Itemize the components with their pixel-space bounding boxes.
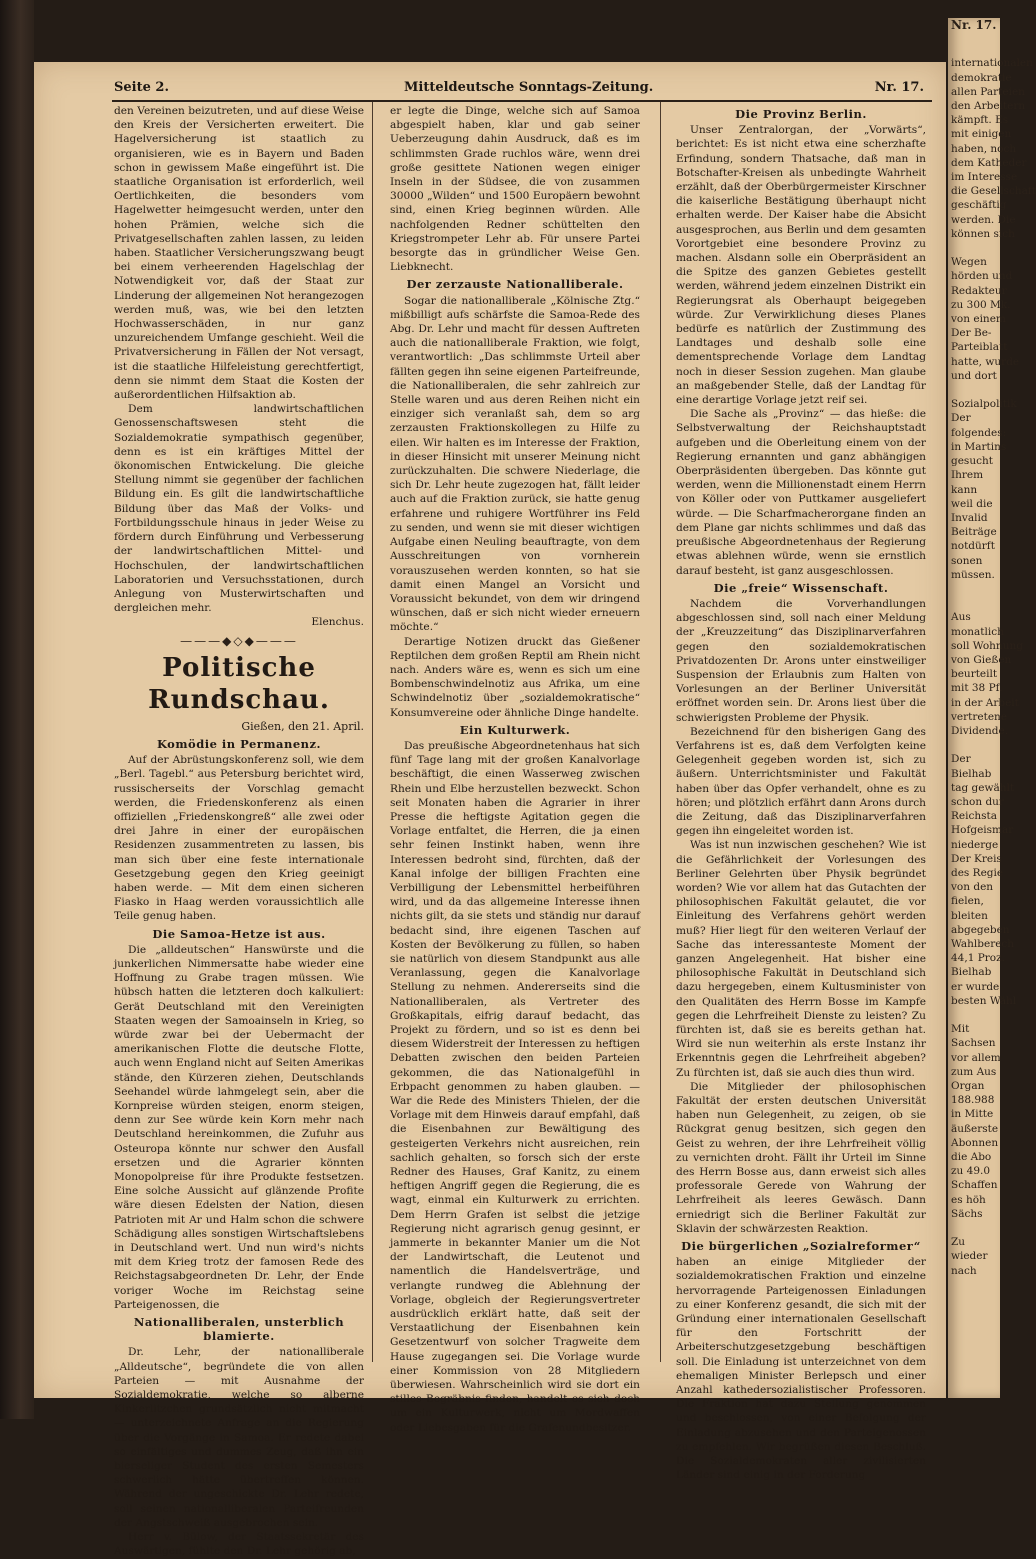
adjacent-page-line: folgendes:	[951, 426, 1007, 439]
adjacent-page-line: notdürft	[951, 540, 995, 553]
adjacent-page-line: Wegen	[951, 256, 987, 269]
adjacent-page-line: fielen,	[951, 895, 984, 908]
adjacent-page-line: Sächs	[951, 1207, 983, 1220]
paragraph: Dr. Lehr, der nationalliberale „Alldeutsche“, begründete die von allen Parteien — mit Ausnahme der Sozialdemokratie, welche so alberne Kinkerlitzchen grundsätzlich nicht mitmacht — unterzeichnete Anfrage an die Regierung über die Vorgänge in Samoa. Er redete dabei so einfältiges und dummes Zeug, daß ihn ein bierseliger Student des ersten Semesters schwerlich hätte übertreffen können. Während der ungeschickte Dr. Lehr redete, soll seinen nationalliberalen Parteifreunden der Angstschweiß ausgebrochen sein.	[114, 1346, 364, 1529]
paragraph: Die Mitglieder der philosophischen Fakultät der ersten deutschen Universität haben nun Gelegenheit, zu zeigen, ob sie Rückgrat genug besitzen, sich gegen den Geist zu wehren, der ihre Lehrfreiheit völlig zu vernichten droht. Fällt ihr Urteil im Sinne des Herrn Bosse aus, dann erweist sich alles professorale Gerede von Wahrung der Lehrfreiheit als leeres Gewäsch. Dann erniedrigt sich die Berliner Fakultät zur Sklavin der schwärzesten Reaktion.	[676, 1080, 926, 1235]
header-rule	[112, 100, 932, 102]
paragraph: Sogar die nationalliberale „Kölnische Ztg.“ mißbilligt aufs schärfste die Samoa-Rede des Abg. Dr. Lehr und macht für dessen Auftreten auch die nationalliberale Fraktion, wie folgt, verantwortlich: „Das schlimmste Urteil aber fällten gegen ihn seine eigenen Parteifreunde, die Nationalliberalen, die sehr zahlreich zur Stelle waren und aus deren Reihen nicht ein einziger sich veranlaßt sah, dem so arg zerzausten Fraktionskollegen zu Hilfe zu eilen. Wir halten es im Interesse der Fraktion, in dieser Hinsicht mit unserer Meinung nicht zurückzuhalten. Die schwere Niederlage, die sich Dr. Lehr heute zugezogen hat, fällt leider auch auf die Fraktion zurück, sie hatte genug erfahrene und ruhigere Wortführer ins Feld zu senden, und wenn sie mit dieser wichtigen Aufgabe einen Neuling beauftragte, von dem Ausschreitungen von vornherein vorauszusehen werden konnten, so hat sie damit einen Mangel an Vorsicht und Voraussicht bekundet, von dem wir dringend wünschen, daß er sich nicht wieder erneuern möchte.“	[390, 294, 640, 634]
article-heading: Die bürgerlichen „Sozialreformer“	[681, 1239, 921, 1254]
book-spine	[0, 0, 34, 1419]
column-divider	[372, 102, 373, 1362]
adjacent-page-line: Zu	[951, 1236, 966, 1249]
adjacent-page-line: müssen.	[951, 568, 995, 581]
paragraph: Das preußische Abgeordnetenhaus hat sich fünf Tage lang mit der großen Kanalvorlage beschäftigt, die einen Wasserweg zwischen Rhein und Elbe herzustellen bezweckt. Schon seit Monaten haben die Agrarier in ihrer Presse die heftigste Agitation gegen die Vorlage entfaltet, die Herren, die ja einen sehr feinen Instinkt haben, wenn ihre Interessen bedroht sind, fürchten, daß der Kanal infolge der billigen Frachten eine Verbilligung der Lebensmittel herbeiführen wird, und da das allgemeine Interesse ihnen nichts gilt, da sie stets und ständig nur darauf bedacht sind, ihre eigenen Taschen auf Kosten der Bevölkerung zu füllen, so haben sie natürlich von diesem Standpunkt aus alle Veranlassung, gegen die Kanalvorlage Stellung zu nehmen. Andererseits sind die Nationalliberalen, als Vertreter des Großkapitals, eifrig darauf bedacht, das Projekt zu fördern, und so ist es denn bei diesem Widerstreit der Interessen zu heftigen Debatten zwischen den beiden Parteien gekommen, die das Nationalgefühl in Erbpacht genommen zu haben glauben. — War die Rede des Ministers Thielen, der die Vorlage mit dem Hinweis darauf empfahl, daß die Eisenbahnen zur Bewältigung des gesteigerten Verkehrs nicht ausreichen, rein sachlich gehalten, so forsch sich der erste Redner des Hauses, Graf Kanitz, zu einem heftigen Angriff gegen die Regierung, die es wagt, einmal ein Kulturwerk zu errichten. Dem Herrn Grafen ist selbst die jetzige Regierung nicht agrarisch genug gesinnt, er jammerte in bekannter Manier um die Not der Landwirtschaft, die Leutenot und namentlich die Handelsverträge, und verlangte rundweg die Ablehnung der Vorlage, obgleich der Regierungsvertreter ausdrücklich erklärt hatte, daß seit der Verstaatlichung der Eisenbahnen kein Gesetzentwurf von solcher Tragweite dem Hause zugegangen sei. Die Vorlage wurde einer Kommission von 28 Mitgliedern überwiesen. Wahrscheinlich wird sie dort ein stilles Begräbnis finden, handelt es sich doch um ein Kulturwerk, nicht um Mordwaffen oder Liebesgaben für die Grafenundbesitzer.	[390, 739, 640, 1434]
adjacent-page-line: Parteiblatt	[951, 341, 1008, 354]
adjacent-page-line: hatte, wurde	[951, 355, 1020, 368]
adjacent-page-line	[948, 241, 1000, 255]
adjacent-page-line: von Gießen	[951, 653, 1012, 666]
adjacent-page-line: Bielhab	[951, 767, 992, 780]
adjacent-page-line: abgegeben	[951, 923, 1010, 936]
adjacent-page-line: zu 300 Mk.	[951, 298, 1011, 311]
adjacent-page-line: sonen	[951, 554, 983, 567]
adjacent-page-line: Der Be-	[951, 327, 992, 340]
article-heading: Ein Kulturwerk.	[459, 722, 571, 737]
adjacent-page-line: Der Kreis	[951, 852, 1002, 865]
adjacent-page-line: kann	[951, 483, 978, 496]
article-heading: Komödie in Permanenz.	[156, 736, 322, 751]
signature: Elenchus.	[311, 616, 364, 629]
article-heading: Die Provinz Berlin.	[735, 107, 867, 121]
adjacent-page-line: 188.988	[951, 1094, 995, 1107]
adjacent-page-line	[948, 738, 1000, 752]
paragraph: Derartige Notizen druckt das Gießener Reptilchen dem großen Reptil am Rhein nicht nach. Anders wäre es, wenn es sich um eine Bombenschwindelnotiz aus Afrika, um eine Schwindelnotiz über „sozialdemokratische“ Konsumvereine oder ähnliche Dinge handelte.	[390, 635, 640, 719]
adjacent-page-line: von den	[951, 881, 994, 894]
adjacent-page-line: schon dur	[951, 795, 1004, 808]
paragraph: Was ist nun inzwischen geschehen? Wie ist die Gefährlichkeit der Vorlesungen des Berliner Gelehrten über Physik begründet worden? Wie vor allem hat das Gutachten der philosophischen Fakultät gelautet, die vor Einleitung des Verfahrens gehört werden muß? Hier liegt für den weiteren Verlauf der Sache das interessanteste Moment der ganzen Angelegenheit. Hat bisher eine philosophische Fakultät in Deutschland sich dazu hergegeben, einem Kultusminister von den Qualitäten des Herrn Bosse im Kampfe gegen die Lehrfreiheit Dienste zu leisten? Zu fürchten ist, daß sie es bereits gethan hat. Wird sie nun weiterhin als erste Instanz ihr Erkenntnis gegen die Lehrfreiheit abgeben? Zu fürchten ist, daß sie auch dies thun wird.	[676, 839, 926, 1079]
adjacent-page-line: Nr. 17.	[951, 18, 997, 32]
adjacent-page-line	[948, 582, 1000, 596]
adjacent-page-line: Redakteur	[951, 284, 1007, 297]
dateline: Gießen, den 21. April.	[241, 719, 364, 733]
article-heading: Die Samoa-Hetze ist aus.	[152, 926, 326, 941]
paragraph: er legte die Dinge, welche sich auf Samoa abgespielt haben, klar und gab seiner Ueberzeugung dahin Ausdruck, daß es im schlimmsten Grade ruchlos wäre, wenn drei große gesittete Nationen wegen einiger Inseln in der Südsee, die von zusammen 30000 „Wilden“ und 1500 Europäern bewohnt sind, einen Krieg beginnen würden. Alle nachfolgenden Redner schüttelten den Kriegstrompeter Lehr ab. Für unsere Partei besorgte das in gründlicher Weise Gen. Liebknecht.	[390, 105, 640, 274]
adjacent-page-line: Schaffen	[951, 1179, 998, 1192]
adjacent-page-line: Reichsta	[951, 810, 997, 823]
paragraph: haben an einige Mitglieder der sozialdemokratischen Fraktion und einzelne hervorragende Parteigenossen Einladungen zu einer Konferenz gesandt, die sich mit der Gründung einer internationalen Gesellschaft für den Fortschritt der Arbeiterschutzgesetzgebung beschäftigen soll. Die Einladung ist unterzeichnet von dem ehemaligen Minister Berlepsch und einer Anzahl kathedersozialistischer Professoren. Die Fraktion hat dazu Stellung genommen und beschlossen, von einer Befolgung der Einladung abzusehen und den Parteigenossen zu empfehlen. Wir begrüßen diesen Beschluß. Die Sozialdemokraten aller zivilisierten Länder sind einig in der Forderung	[676, 1256, 926, 1482]
adjacent-page-edge	[948, 18, 1036, 1398]
article-heading: Der zerzauste Nationalliberale.	[406, 277, 624, 292]
adjacent-page-line: werden. Die	[951, 213, 1016, 226]
adjacent-page-line: niederge	[951, 838, 999, 851]
adjacent-page-line: mit einigen	[951, 128, 1012, 141]
adjacent-page-line: geschäftig	[951, 199, 1007, 212]
adjacent-page-line: im Interesse	[951, 171, 1018, 184]
adjacent-page-line: Beiträge	[951, 526, 997, 539]
paragraph: Unser Zentralorgan, der „Vorwärts“, berichtet: Es ist nicht etwa eine scherzhafte Erfindung, sondern Thatsache, daß man in Botschafter-Kreisen als unbedingte Wahrheit erzählt, daß der Oberbürgermeister Kirschner die kaiserliche Bestätigung überhaupt nicht erhalten werde. Der Kaiser habe die Absicht ausgesprochen, aus Berlin und dem gesamten Vorortgebiet eine besondere Provinz zu machen. Alsdann solle ein Oberpräsident an die Spitze des ganzen Gebietes gestellt werden, während jedem einzelnen Distrikt ein Regierungsrat als Oberhaupt beigegeben würde. Zur Verwirklichung dieses Planes bedürfe es natürlich der Zustimmung des Landtages und deshalb solle eine dementsprechende Vorlage dem Landtag noch in dieser Session zugehen. Man glaube an maßgebender Stelle, daß der Landtag für eine derartige Vorlage jetzt reif sei.	[676, 124, 926, 407]
section-title: Politische Rundschau.	[148, 652, 330, 715]
adjacent-page-line	[948, 1008, 1000, 1022]
adjacent-page-line: Aus	[951, 611, 971, 624]
adjacent-page-line: und dort	[951, 369, 997, 382]
adjacent-page-line: dem Katheder	[951, 156, 1027, 169]
adjacent-page-line: kämpft. Es	[951, 114, 1009, 127]
adjacent-page-line: vertretene	[951, 710, 1008, 723]
newspaper-page	[34, 62, 946, 1558]
paper-title: Mitteldeutsche Sonntags-Zeitung.	[404, 80, 654, 95]
paragraph: Herr v. Bülow, der Staatssekretär des Auswärtigen, fühlte den Dr. Lehr gehörig ab,	[114, 1531, 364, 1558]
adjacent-page-line: zu 49.0	[951, 1165, 991, 1178]
adjacent-page-line: weil die	[951, 497, 993, 510]
adjacent-page-line: 44,1 Proz.	[951, 952, 1005, 965]
column-1	[114, 104, 364, 1558]
adjacent-page-line: allen Parteien	[951, 85, 1025, 98]
adjacent-page-line: des Regie	[951, 866, 1004, 879]
adjacent-page-line: internationalen	[951, 57, 1033, 70]
adjacent-page-line: Hofgeismar	[951, 824, 1014, 837]
adjacent-page-line: in der Arbeit	[951, 696, 1019, 709]
column-divider	[660, 102, 661, 1362]
adjacent-page-line: nach	[951, 1264, 977, 1277]
adjacent-page-line: Organ	[951, 1080, 985, 1093]
adjacent-page-line: er wurde	[951, 980, 1000, 993]
adjacent-page-line: von einem	[951, 313, 1006, 326]
adjacent-page-line: Abonnen	[951, 1136, 999, 1149]
adjacent-page-line: den Arbeitern	[951, 100, 1026, 113]
issue-number: Nr. 17.	[874, 80, 924, 95]
adjacent-page-line: mit 38 Pf.	[951, 682, 1003, 695]
adjacent-page-line: Bielhab	[951, 966, 992, 979]
paragraph: Bezeichnend für den bisherigen Gang des Verfahrens ist es, daß dem Verfolgten keine Gelegenheit gegeben worden ist, sich zu äußern. Unterrichtsminister und Fakultät haben über das Opfer verhandelt, ohne es zu hören; und plötzlich erfährt dann Arons durch die Zeitung, daß das Disziplinarverfahren gegen ihn eingeleitet worden ist.	[676, 725, 926, 838]
adjacent-page-line: vor allem	[951, 1051, 1001, 1064]
column-2	[390, 104, 640, 1434]
adjacent-page-line: demokratie	[951, 71, 1012, 84]
adjacent-page-line: können sich	[951, 227, 1015, 240]
adjacent-page-line	[948, 383, 1000, 397]
adjacent-page-line: wieder	[951, 1250, 988, 1263]
column-3	[676, 104, 926, 1482]
article-heading: Nationalliberalen, unsterblich blamierte.	[133, 1315, 345, 1344]
adjacent-page-line	[948, 1221, 1000, 1235]
adjacent-page-line: hörden und	[951, 270, 1013, 283]
adjacent-page-line: besten Wähl	[951, 994, 1017, 1007]
adjacent-page-line: bleiten	[951, 909, 988, 922]
paragraph: Die Sache als „Provinz“ — das hieße: die Selbstverwaltung der Reichshauptstadt aufgeben und die Oberleitung einem von der Regierung ernannten und ganz abhängigen Oberpräsidenten übergeben. Das könnte gut werden, wenn die Millionenstadt einem Herrn von Köller oder von Puttkamer ausgeliefert würde. — Die Scharfmacherorgane finden an dem Plane gar nichts schlimmes und daß das preußische Abgeordnetenhaus der Regierung etwas ablehnen würde, wenn sie ernstlich darauf besteht, ist ganz ausgeschlossen.	[676, 408, 926, 577]
adjacent-page-line: Der	[951, 412, 971, 425]
adjacent-page-line: Sozialpolitik	[951, 398, 1017, 411]
adjacent-page-line: beurteilt	[951, 668, 998, 681]
adjacent-page-line: es höh	[951, 1193, 986, 1206]
adjacent-page-line: Invalid	[951, 511, 988, 524]
ornament-divider: ———◆◇◆———	[180, 633, 298, 648]
adjacent-page-line: Sachsen	[951, 1037, 996, 1050]
adjacent-page-line: soll Wohnung	[951, 639, 1023, 652]
adjacent-page-line: Der	[951, 753, 971, 766]
adjacent-page-line: die Abo	[951, 1151, 992, 1164]
paragraph: Dem landwirtschaftlichen Genossenschaftswesen steht die Sozialdemokratie sympathisch gegenüber, denn es ist ein kräftiges Mittel der ökonomischen Entwickelung. Die gleiche Stellung nimmt sie gegenüber der fachlichen Bildung ein. Es gilt die landwirtschaftliche Bildung über das Maß der Volks- und Fortbildungsschule hinaus in jeder Weise zu fördern durch Einführung und Verbesserung der landwirtschaftlichen Mittel- und Hochschulen, der landwirtschaftlichen Laboratorien und Versuchsstationen, durch Anlegung von Musterwirtschaften und dergleichen mehr.	[114, 403, 364, 615]
adjacent-page-line: Mit	[951, 1023, 970, 1036]
adjacent-page-line: tag gewählt	[951, 781, 1015, 794]
adjacent-page-line: Ihrem	[951, 469, 984, 482]
paragraph: den Vereinen beizutreten, und auf diese Weise den Kreis der Versicherten erweitert. Die Hagelversicherung ist staatlich zu organisieren, wie es in Bayern und Baden schon in gewissem Maße eingeführt ist. Die staatliche Organisation ist erforderlich, weil Oertlichkeiten, die besonders vom Hagelwetter heimgesucht werden, unter den hohen Prämien, welche sich die Privatgesellschaften zahlen lassen, zu leiden haben. Staatlicher Versicherungszwang beugt bei einem verheerenden Hagelschlag der Notwendigkeit vor, daß der Staat zur Linderung der allgemeinen Not herangezogen werden muß, was, wie bei den letzten Hochwasserschäden, in nur ganz unzureichendem Umfange geschieht. Weil die Privatversicherung in Fällen der Not versagt, ist die staatliche Hilfeleistung gerechtfertigt, denn sie nimmt dem Staat die Kosten der außerordentlichen Hilfsaktion ab.	[114, 105, 364, 402]
adjacent-page-line: Dividende.	[951, 724, 1009, 737]
adjacent-page-line: haben, noch	[951, 142, 1017, 155]
page-number: Seite 2.	[114, 80, 169, 95]
adjacent-page-line: die Gesellschaft	[951, 185, 1036, 198]
paragraph: Auf der Abrüstungskonferenz soll, wie dem „Berl. Tagebl.“ aus Petersburg berichtet wird, russischerseits der Vorschlag gemacht werden, die Friedenskonferenz als einen offiziellen „Friedenskongreß“ alle zwei oder drei Jahre in einer der europäischen Residenzen zusammentreten zu lassen, bis man sich über eine feste internationale Gesetzgebung gegen den Krieg geeinigt haben werde. — Mit dem einen sicheren Fiasko in Haag werden voraussichtlich alle Teile genug haben.	[114, 754, 364, 923]
adjacent-page-line	[948, 42, 1000, 56]
adjacent-page-line	[948, 596, 1000, 610]
adjacent-page-line: zum Aus	[951, 1065, 997, 1078]
paragraph: Die „alldeutschen“ Hanswürste und die junkerlichen Nimmersatte habe wieder eine Hoffnung zu Grabe tragen müssen. Wie hübsch hatten die letzteren doch kalkuliert: Gerät Deutschland mit den Vereinigten Staaten wegen der Samoainseln in Krieg, so würde zwar bei der Uebermacht der amerikanischen Flotte die deutsche Flotte, auch wenn England nicht auf Seiten Amerikas stände, den Kürzeren ziehen, Deutschlands Seehandel würde lahmgelegt sein, aber die Kornpreise würden steigen, enorm steigen, denn zur See würde kein Korn mehr nach Deutschland hereinkommen, die Zufuhr aus Osteuropa könnte nur schwer den Ausfall ersetzen und die Agrarier könnten Monopolpreise für ihre Produkte festsetzen. Eine solche Aussicht auf glänzende Profite wäre diesen Edelsten der Nation, diesen Patrioten mit Ar und Halm schon die schwere Schädigung alles sonstigen Wirtschaftslebens in Deutschland wert. Und nun wird's nichts mit dem Krieg trotz der famosen Rede des Reichstagsabgeordneten Dr. Lehr, der Ende voriger Woche im Reichstag seine Parteigenossen, die	[114, 943, 364, 1311]
adjacent-page-line: in Mitte	[951, 1108, 994, 1121]
page-header	[114, 80, 924, 100]
adjacent-page-line: äußerste	[951, 1122, 999, 1135]
adjacent-page-line: monatlich	[951, 625, 1004, 638]
adjacent-page-line: in Martins	[951, 440, 1007, 453]
article-heading: Die „freie“ Wissenschaft.	[713, 580, 889, 595]
adjacent-page-line: gesucht	[951, 455, 993, 468]
adjacent-page-line: Wahlberech	[951, 938, 1015, 950]
paragraph: Nachdem die Vorverhandlungen abgeschlossen sind, soll nach einer Meldung der „Kreuzzeitung“ das Disziplinarverfahren gegen den sozialdemokratischen Privatdozenten Dr. Arons unter einstweiliger Suspension der Erlaubnis zum Halten von Vorlesungen an der Berliner Universität eröffnet worden sein. Dr. Arons liest über die schwierigsten Probleme der Physik.	[676, 597, 926, 724]
